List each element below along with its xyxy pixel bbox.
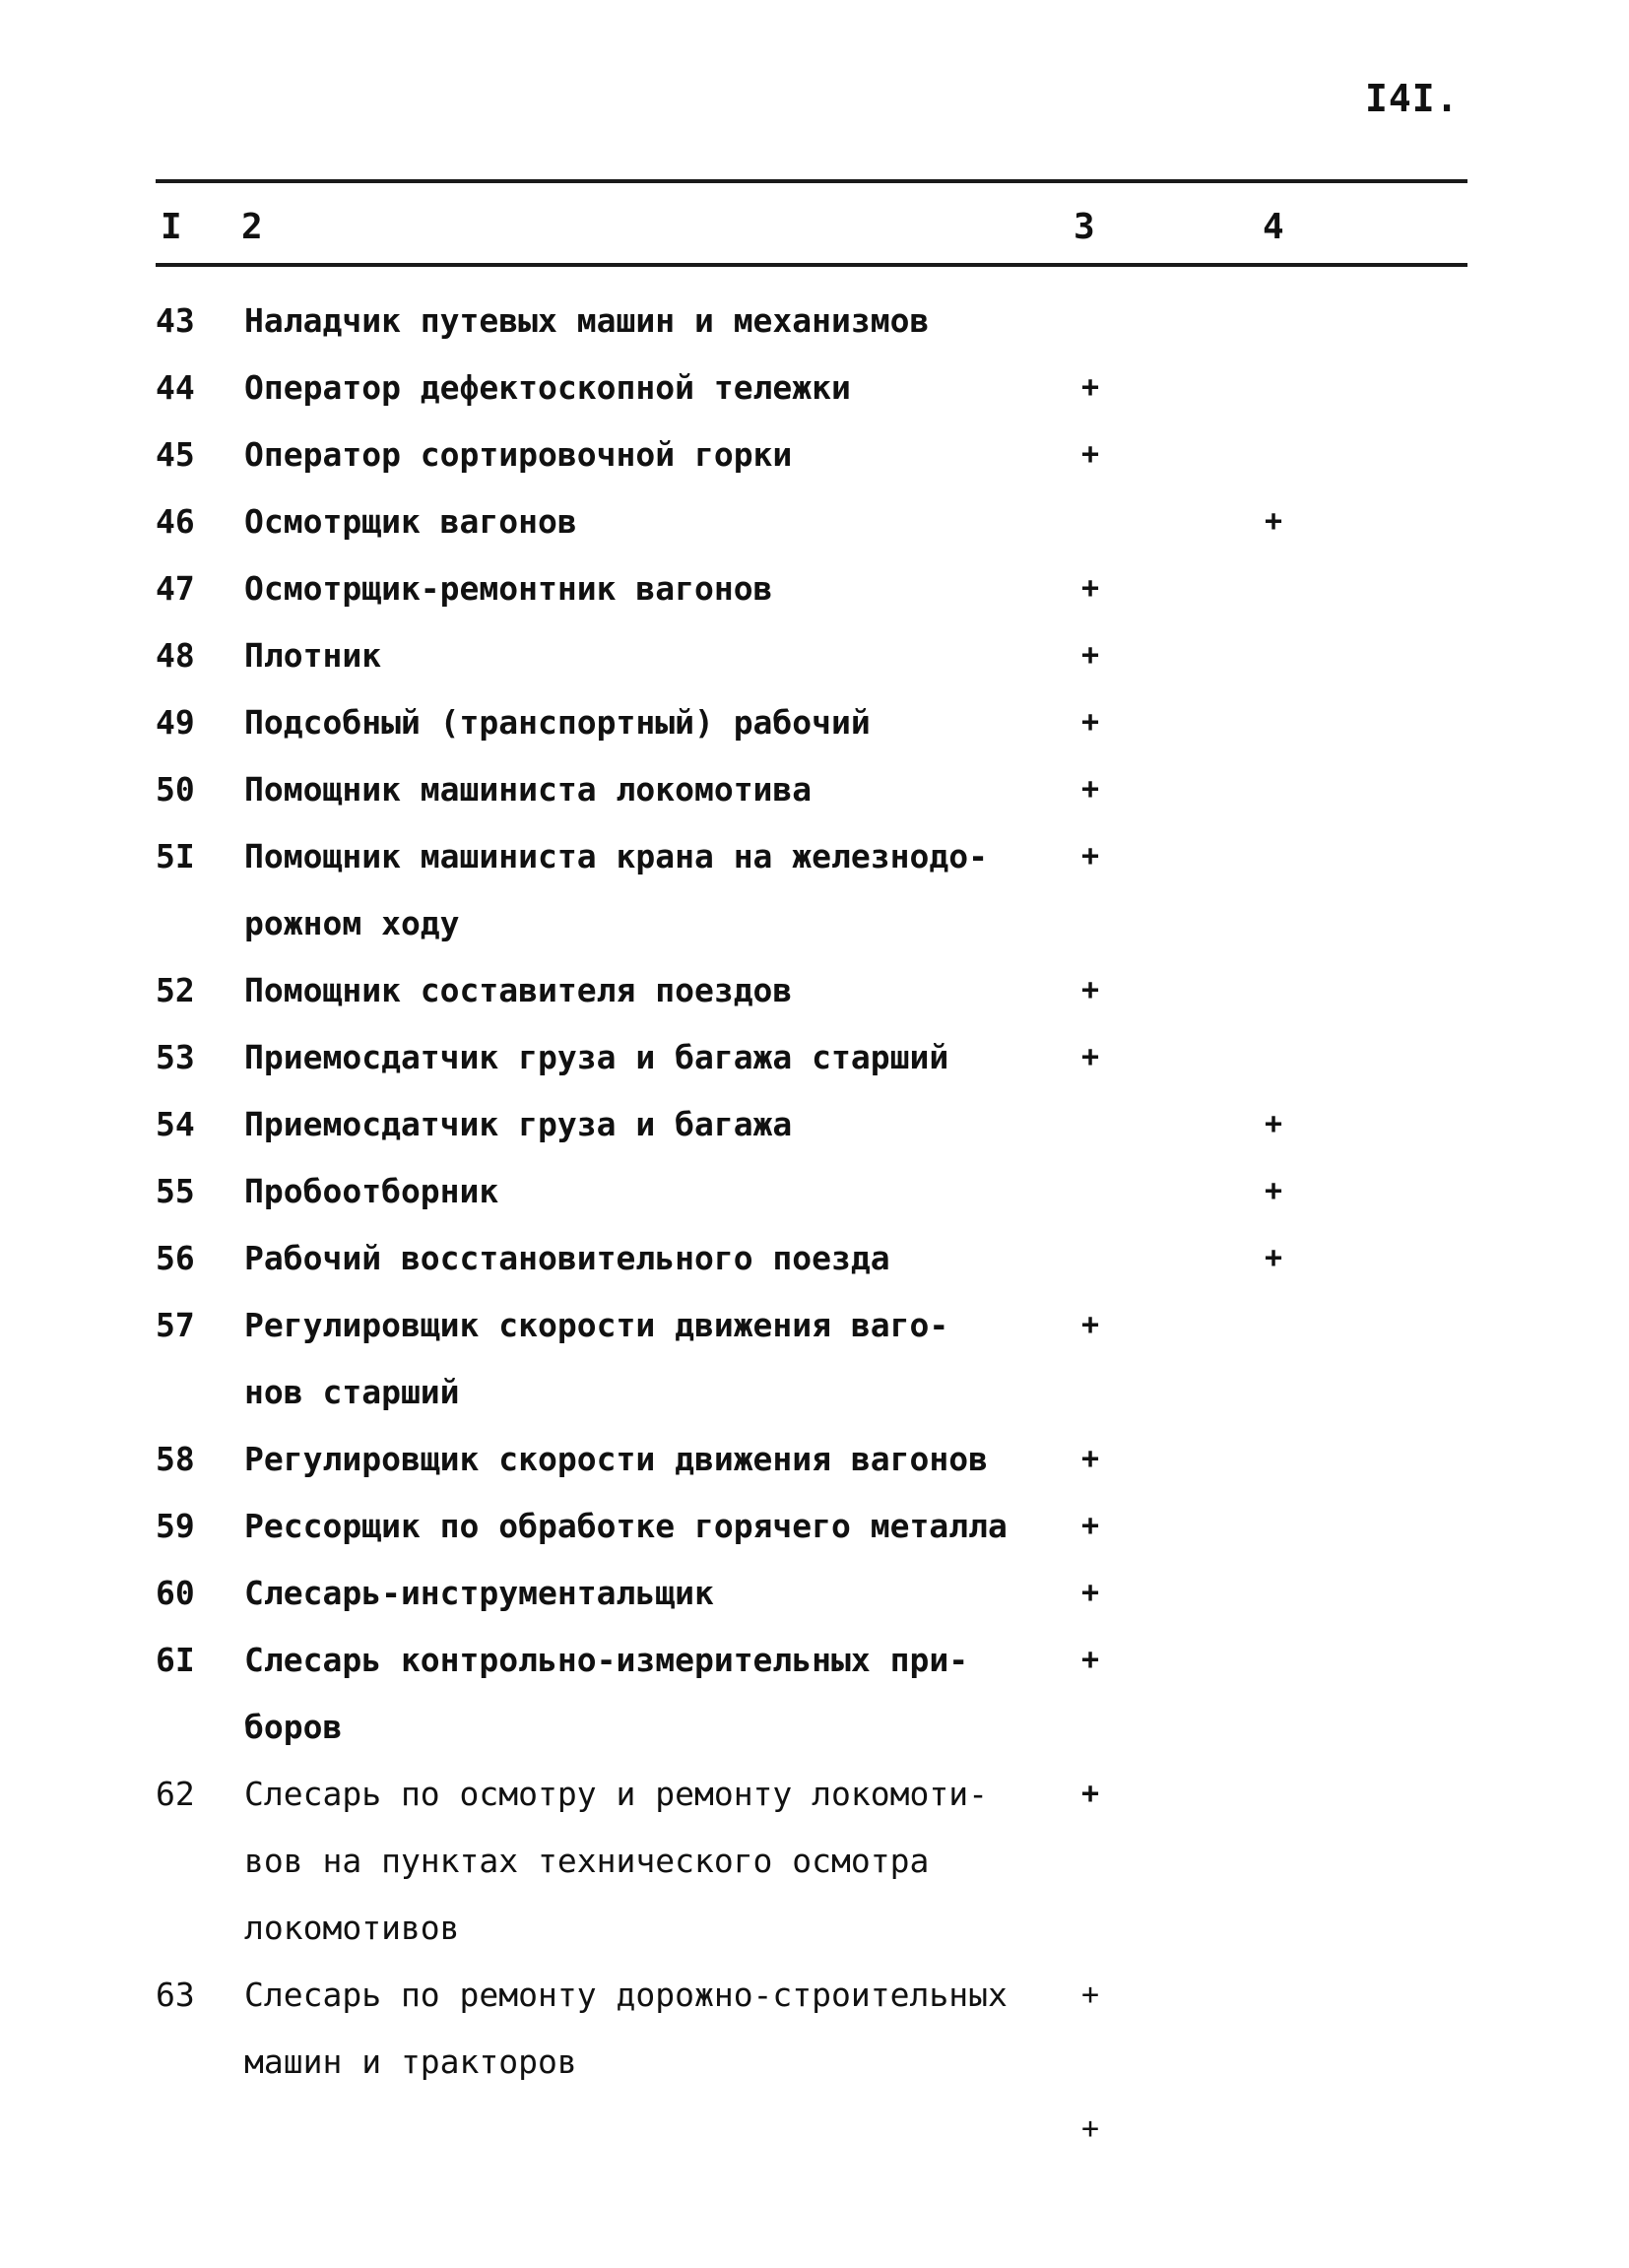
col-3-mark: + (1080, 571, 1100, 606)
occupation-name-line: машин и тракторов (244, 2042, 577, 2081)
occupation-name-line: Регулировщик скорости движения вагонов (244, 1440, 988, 1478)
occupation-name-line: Помощник составителя поездов (244, 971, 793, 1009)
row-number: 60 (156, 1574, 195, 1612)
occupation-name-line: локомотивов (244, 1909, 460, 1947)
occupation-name (244, 355, 1072, 421)
occupation-name (244, 421, 1072, 488)
col-3-mark: + (1080, 1576, 1100, 1610)
row-number: 43 (156, 301, 195, 340)
col-3-mark: + (1080, 638, 1100, 673)
occupation-name-line: Рессорщик по обработке горячего металла (244, 1507, 1008, 1545)
occupation-name (244, 1158, 1072, 1225)
col-4-mark: + (1264, 1241, 1283, 1275)
header-col-3: 3 (1074, 207, 1095, 247)
col-3-mark: + (1080, 705, 1100, 740)
row-number: 58 (156, 1440, 195, 1478)
row-number: 59 (156, 1507, 195, 1545)
occupation-name-line: Слесарь-инструментальщик (244, 1574, 714, 1612)
occupation-name (244, 288, 1072, 355)
col-3-mark: + (1080, 1977, 1100, 2012)
occupation-name-line: Наладчик путевых машин и механизмов (244, 301, 930, 340)
occupation-name (244, 1761, 1072, 1962)
col-3-mark: + (1080, 1509, 1100, 1543)
row-number: 5I (156, 837, 195, 875)
col-4-mark: + (1264, 1107, 1283, 1141)
occupation-name-line: Осмотрщик-ремонтник вагонов (244, 569, 773, 608)
row-number: 47 (156, 569, 195, 608)
col-3-mark: + (1080, 1777, 1100, 1811)
occupation-name (244, 488, 1072, 555)
row-number: 55 (156, 1172, 195, 1210)
row-number: 57 (156, 1306, 195, 1344)
row-number: 63 (156, 1976, 195, 2014)
page-number: I4I. (1365, 77, 1460, 120)
occupation-name (244, 1962, 1072, 2096)
header-col-2: 2 (241, 207, 263, 247)
row-number: 50 (156, 770, 195, 809)
occupation-name (244, 823, 1072, 957)
occupation-name-line: Рабочий восстановительного поезда (244, 1239, 890, 1277)
occupation-name-line: Подсобный (транспортный) рабочий (244, 703, 871, 742)
occupation-name-line: Пробоотборник (244, 1172, 499, 1210)
row-number: 48 (156, 636, 195, 675)
occupation-name-line: нов старший (244, 1373, 460, 1411)
row-number: 62 (156, 1775, 195, 1813)
col-4-mark: + (1264, 504, 1283, 539)
col-3-mark: + (1080, 772, 1100, 807)
occupation-name-line: Плотник (244, 636, 382, 675)
occupation-name (244, 1560, 1072, 1627)
col-3-mark: + (1080, 839, 1100, 874)
occupation-name-line: Приемосдатчик груза и багажа (244, 1105, 793, 1143)
row-number: 56 (156, 1239, 195, 1277)
col-3-mark: + (1080, 2111, 1100, 2146)
occupation-name-line: Помощник машиниста локомотива (244, 770, 813, 809)
occupation-name-line: Приемосдатчик груза и багажа старший (244, 1038, 949, 1076)
row-number: 45 (156, 435, 195, 474)
occupation-name (244, 1493, 1072, 1560)
occupation-name-line: боров (244, 1708, 343, 1746)
occupation-name (244, 1292, 1072, 1426)
occupation-name (244, 957, 1072, 1024)
table-header-rule (156, 263, 1467, 267)
col-3-mark: + (1080, 1643, 1100, 1677)
col-3-mark: + (1080, 973, 1100, 1007)
row-number: 52 (156, 971, 195, 1009)
occupation-name (244, 1426, 1072, 1493)
col-3-mark: + (1080, 1442, 1100, 1476)
occupation-name-line: вов на пунктах технического осмотра (244, 1842, 930, 1880)
table-row (0, 1962, 1629, 2146)
col-3-mark: + (1080, 1308, 1100, 1342)
row-number: 44 (156, 368, 195, 407)
col-3-mark: + (1080, 1040, 1100, 1074)
occupation-name-line: Слесарь контрольно-измерительных при- (244, 1641, 969, 1679)
col-3-mark: + (1080, 370, 1100, 405)
occupation-name (244, 1024, 1072, 1091)
col-3-mark: + (1080, 437, 1100, 472)
occupation-name (244, 622, 1072, 689)
occupation-name-line: Слесарь по осмотру и ремонту локомоти- (244, 1775, 988, 1813)
row-number: 46 (156, 502, 195, 541)
header-col-1: I (161, 207, 182, 247)
occupation-name-line: Регулировщик скорости движения ваго- (244, 1306, 949, 1344)
occupation-name-line: рожном ходу (244, 904, 460, 942)
occupation-name-line: Оператор дефектоскопной тележки (244, 368, 851, 407)
occupation-name (244, 756, 1072, 823)
occupation-name-line: Оператор сортировочной горки (244, 435, 793, 474)
table-body (0, 288, 1629, 2146)
row-number: 54 (156, 1105, 195, 1143)
col-4-mark: + (1264, 1174, 1283, 1208)
table-top-rule (156, 179, 1467, 183)
occupation-name (244, 1091, 1072, 1158)
occupation-name-line: Осмотрщик вагонов (244, 502, 577, 541)
occupation-name (244, 689, 1072, 756)
header-col-4: 4 (1263, 207, 1284, 247)
occupation-name-line: Помощник машиниста крана на железнодо- (244, 837, 988, 875)
occupation-name-line: Слесарь по ремонту дорожно-строительных (244, 1976, 1008, 2014)
occupation-name (244, 1225, 1072, 1292)
occupation-name (244, 555, 1072, 622)
row-number: 6I (156, 1641, 195, 1679)
row-number: 53 (156, 1038, 195, 1076)
occupation-name (244, 1627, 1072, 1761)
row-number: 49 (156, 703, 195, 742)
